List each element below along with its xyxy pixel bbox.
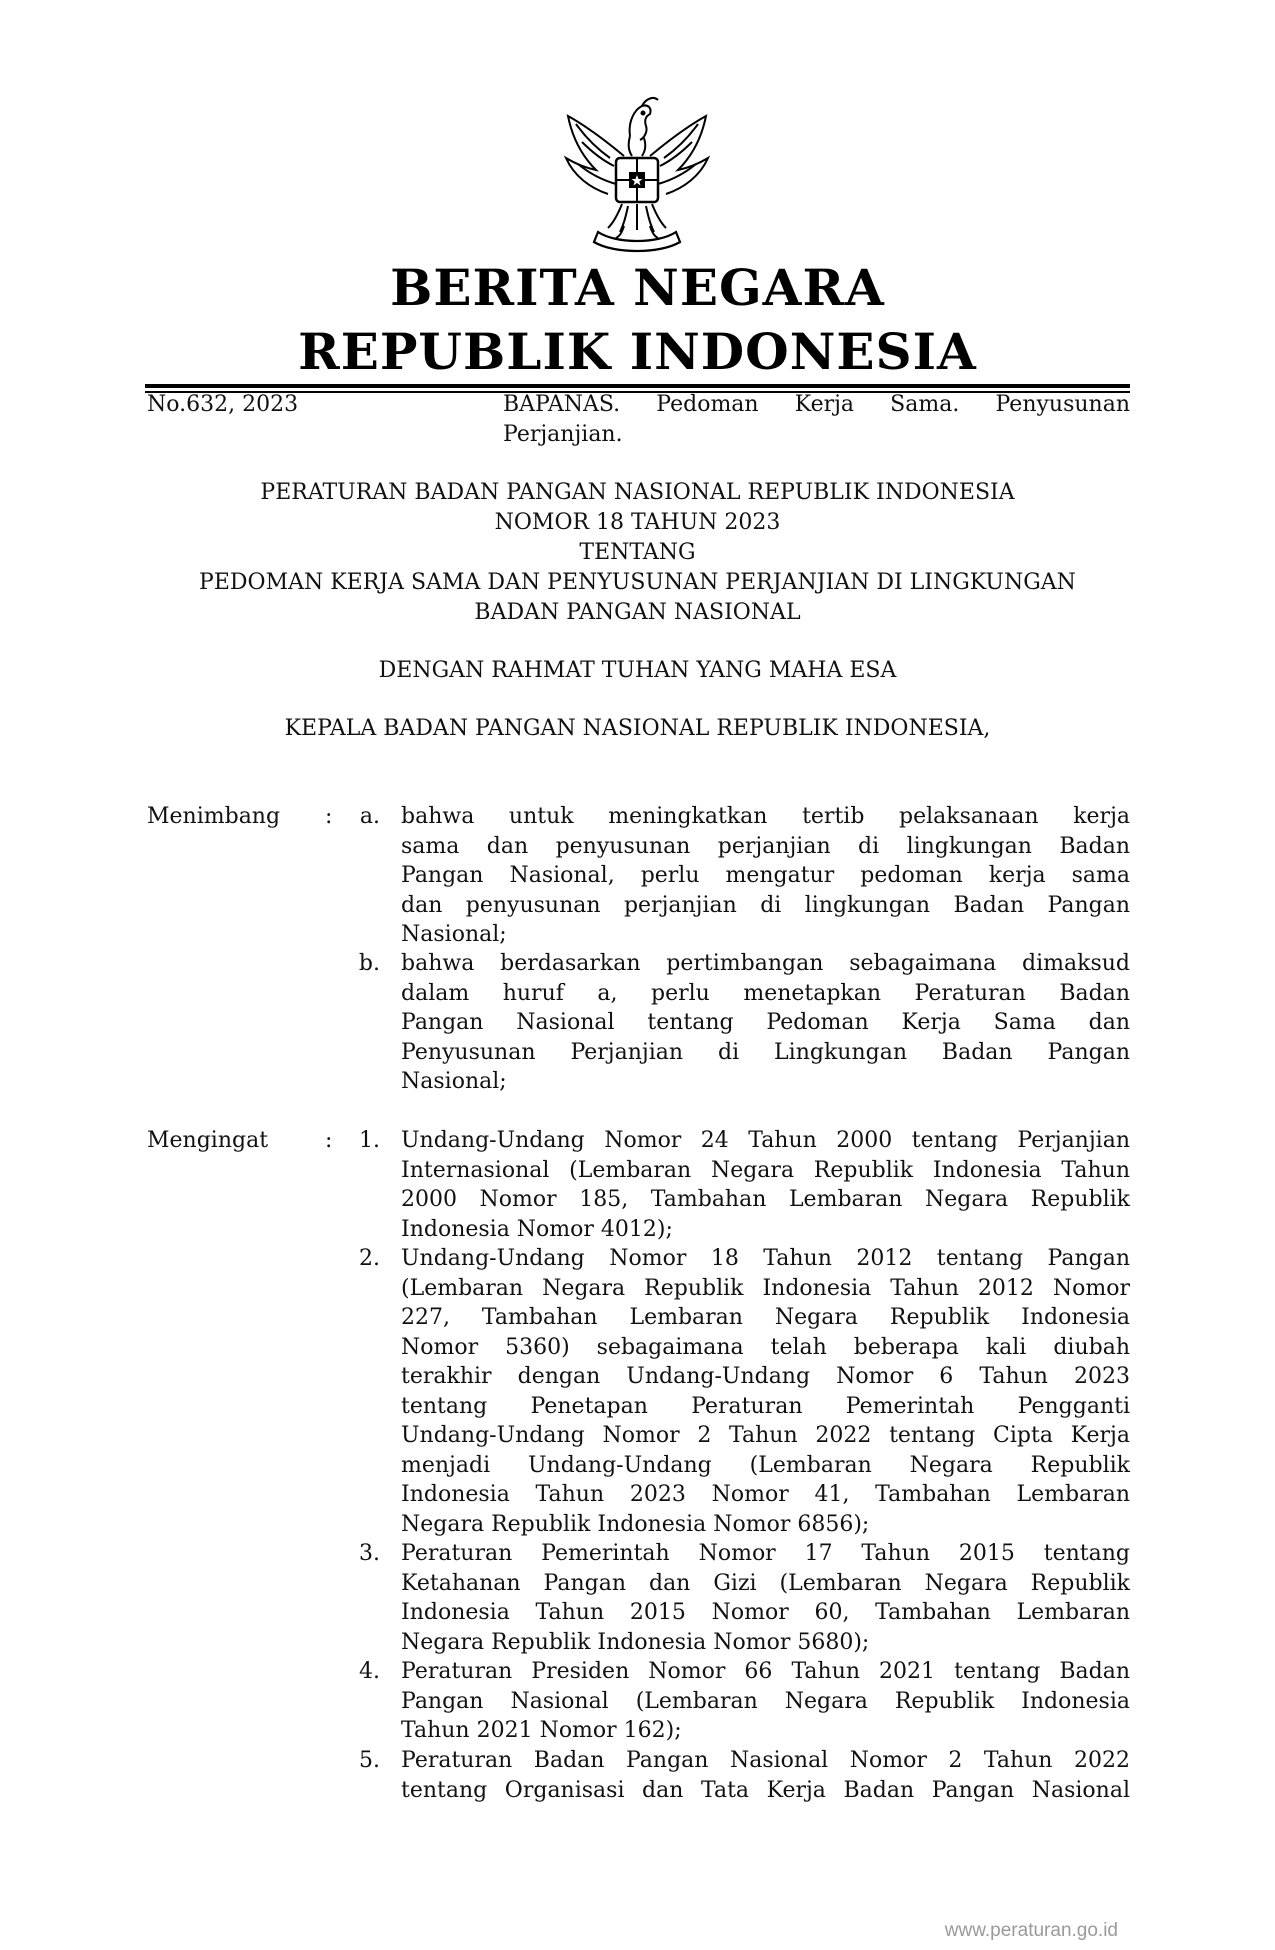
item-mark: 1. (359, 1128, 380, 1153)
footer-watermark: www.peraturan.go.id (944, 1920, 1118, 1941)
text-line: Pangan Nasional (Lembaran Negara Republik Indonesia (401, 1688, 1130, 1714)
text-line: 227, Tambahan Lembaran Negara Republik Indonesia (401, 1305, 1130, 1330)
text-line: dan penyusunan perjanjian di lingkungan Badan Pangan (401, 892, 1130, 918)
title-line: BADAN PANGAN NASIONAL (474, 600, 801, 625)
text-line: Peraturan Badan Pangan Nasional Nomor 2 Tahun 2022 (401, 1748, 1130, 1773)
title-line: TENTANG (579, 540, 696, 565)
item-mark: 5. (359, 1748, 380, 1773)
text-line: Internasional (Lembaran Negara Republik Indonesia Tahun (401, 1157, 1130, 1183)
mengingat-item-4 (401, 1657, 1130, 1746)
text-line: Indonesia Nomor 4012); (401, 1216, 673, 1242)
text-line: Undang-Undang Nomor 18 Tahun 2012 tentang Pangan (401, 1246, 1130, 1271)
menimbang-colon: : (325, 804, 333, 829)
text-line: Negara Republik Indonesia Nomor 6856); (401, 1511, 870, 1537)
title-line: PEDOMAN KERJA SAMA DAN PENYUSUNAN PERJANJIAN DI LINGKUNGAN (199, 570, 1076, 595)
text-line: Undang-Undang Nomor 24 Tahun 2000 tentang Perjanjian (401, 1128, 1130, 1153)
text-line: Indonesia Tahun 2015 Nomor 60, Tambahan Lembaran (401, 1600, 1130, 1625)
masthead-rule-thick (145, 384, 1130, 388)
title-line: PERATURAN BADAN PANGAN NASIONAL REPUBLIK INDONESIA (260, 480, 1015, 505)
mengingat-item-5 (401, 1746, 1130, 1805)
text-line: (Lembaran Negara Republik Indonesia Tahun 2012 Nomor (401, 1275, 1130, 1301)
text-line: bahwa berdasarkan pertimbangan sebagaimana dimaksud (401, 951, 1130, 976)
text-line: Indonesia Tahun 2023 Nomor 41, Tambahan Lembaran (401, 1482, 1130, 1507)
text-line: Peraturan Pemerintah Nomor 17 Tahun 2015 tentang (401, 1541, 1130, 1566)
text-line: Undang-Undang Nomor 2 Tahun 2022 tentang Cipta Kerja (401, 1423, 1130, 1448)
text-line: 2000 Nomor 185, Tambahan Lembaran Negara Republik (401, 1187, 1130, 1212)
item-mark: b. (358, 951, 380, 976)
text-line: menjadi Undang-Undang (Lembaran Negara Republik (401, 1452, 1130, 1478)
menimbang-label: Menimbang (147, 804, 281, 829)
text-line: Ketahanan Pangan dan Gizi (Lembaran Negara Republik (401, 1570, 1130, 1596)
document-subject (503, 390, 1130, 449)
text-line: Penyusunan Perjanjian di Lingkungan Badan Pangan (401, 1039, 1130, 1065)
subject-line: BAPANAS. Pedoman Kerja Sama. Penyusunan (503, 392, 1130, 417)
garuda-emblem-icon (546, 86, 728, 254)
text-line: Pangan Nasional tentang Pedoman Kerja Sama dan (401, 1010, 1130, 1035)
rahmat-line: DENGAN RAHMAT TUHAN YANG MAHA ESA (378, 658, 897, 683)
subject-line: Perjanjian. (503, 421, 623, 447)
text-line: Pangan Nasional, perlu mengatur pedoman kerja sama (401, 863, 1130, 888)
title-line: NOMOR 18 TAHUN 2023 (494, 510, 781, 535)
text-line: sama dan penyusunan perjanjian di lingkungan Badan (401, 833, 1130, 859)
mengingat-item-3 (401, 1539, 1130, 1657)
text-line: bahwa untuk meningkatkan tertib pelaksanaan kerja (401, 804, 1130, 829)
text-line: Negara Republik Indonesia Nomor 5680); (401, 1629, 870, 1655)
text-line: Tahun 2021 Nomor 162); (401, 1718, 682, 1743)
mengingat-item-1 (401, 1126, 1130, 1244)
document-number: No.632, 2023 (147, 392, 299, 417)
text-line: Nasional; (401, 922, 507, 947)
kepala-line: KEPALA BADAN PANGAN NASIONAL REPUBLIK INDONESIA, (284, 716, 991, 741)
masthead-title-line1: BERITA NEGARA (390, 258, 885, 317)
item-mark: a. (359, 804, 380, 829)
text-line: dalam huruf a, perlu menetapkan Peraturan Badan (401, 980, 1130, 1006)
masthead-title-line2: REPUBLIK INDONESIA (298, 322, 977, 381)
text-line: Peraturan Presiden Nomor 66 Tahun 2021 tentang Badan (401, 1659, 1130, 1684)
text-line: Nomor 5360) sebagaimana telah beberapa kali diubah (401, 1334, 1130, 1360)
mengingat-label: Mengingat (147, 1128, 269, 1153)
menimbang-item-b (401, 949, 1130, 1097)
item-mark: 2. (359, 1246, 380, 1271)
regulation-title (145, 478, 1130, 628)
text-line: tentang Penetapan Peraturan Pemerintah Pengganti (401, 1393, 1130, 1419)
text-line: Nasional; (401, 1069, 507, 1094)
text-line: tentang Organisasi dan Tata Kerja Badan Pangan Nasional (401, 1777, 1130, 1803)
menimbang-item-a (401, 802, 1130, 950)
text-line: terakhir dengan Undang-Undang Nomor 6 Tahun 2023 (401, 1364, 1130, 1389)
item-mark: 3. (359, 1541, 380, 1566)
mengingat-colon: : (325, 1128, 333, 1153)
item-mark: 4. (359, 1659, 380, 1684)
mengingat-item-2 (401, 1244, 1130, 1539)
